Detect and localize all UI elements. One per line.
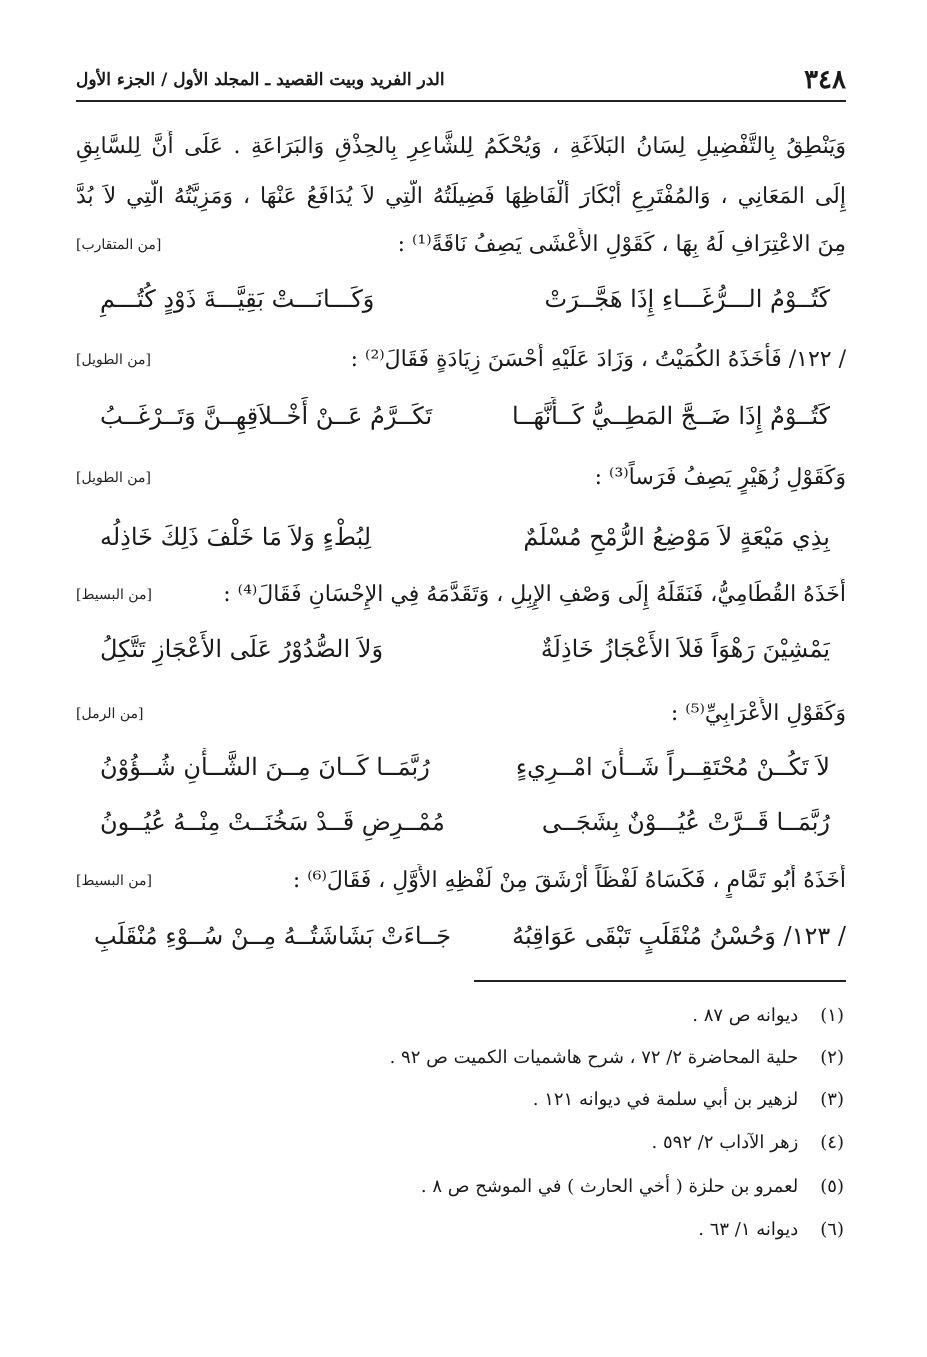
prose-line-5-text: وَكَقَوْلِ زُهَيْرٍ يَصِفُ فَرَساً⁽³⁾ :: [594, 465, 846, 490]
verse-hemistich-first: / ١٢٣/ وَحُسْنُ مُنْقَلَبٍ تَبْقَى عَوَاقِبُهُ: [512, 922, 846, 950]
verse-line-6: [100, 803, 830, 841]
footnote-text: لعمرو بن حلزة ( أخي الحارث ) في الموشح ص ٨ .: [420, 1176, 799, 1197]
footnote-text: لزهير بن أبي سلمة في ديوانه ١٢١ .: [532, 1089, 799, 1110]
verse-line-4: [100, 630, 830, 668]
prose-line-1: وَيَنْطِقُ بِالتَّفْضِيلِ لِسَانُ البَلاَغَةِ ، وَيُحْكَمُ لِلشَّاعِرِ بِالحِذْقِ وَالبَرَاعَةِ . عَلَى أَنَّ لِلسَّابِقِ: [76, 134, 846, 159]
footnote: [150, 1044, 844, 1072]
verse-hemistich-second: وَلاَ الصُّدُوْرُ عَلَى الأَعْجَازِ تَتَّكِلُ: [100, 635, 384, 663]
verse-hemistich-first: بِذِي مَيْعَةٍ لاَ مَوْضِعُ الرُّمْحِ مُسْلَمٌ: [523, 523, 830, 551]
meter-label: [من المتقارب]: [76, 237, 162, 253]
prose-line-4-text: / ١٢٢/ فَأَخَذَهُ الكُمَيْتُ ، وَزَادَ عَلَيْهِ أَحْسَنَ زِيَادَةٍ فَقَالَ⁽²⁾ :: [350, 347, 846, 372]
prose-line-8-text: أَخَذَهُ أَبُو تَمَّامٍ ، فَكَسَاهُ لَفْظَاً أَرْشَقَ مِنْ لَفْظِهِ الأَوَّلِ ، فَقَالَ⁽⁶⁾ :: [292, 868, 846, 893]
page-number: ٣٤٨: [804, 65, 846, 95]
verse-hemistich-second: جَــاءَتْ بَشَاشَتُــهُ مِــنْ سُــوْءِ مُنْقَلَبِ: [94, 922, 452, 950]
running-title: الدر الفريد وبيت القصيد ـ المجلد الأول / الجزء الأول: [76, 70, 445, 90]
verse-hemistich-second: مُمْــرِضٍ قَــدْ سَخُنَــتْ مِنْــهُ عُيُــونُ: [100, 808, 445, 836]
verse-hemistich-first: لاَ تَكُــنْ مُحْتَقِــراً شَــأْنَ امْــرِيءٍ: [515, 753, 830, 781]
verse-line-5: [100, 748, 830, 786]
footnote-text: ديوانه ص ٨٧ .: [692, 1005, 799, 1026]
verse-line-1: [100, 280, 830, 318]
prose-line-7-text: وَكَقَوْلِ الأَعْرَابِيِّ⁽⁵⁾ :: [670, 701, 846, 726]
meter-label: [من البسيط]: [76, 873, 152, 889]
prose-line-8: [76, 864, 846, 898]
prose-line-3: [76, 228, 846, 262]
meter-label: [من الطويل]: [76, 352, 151, 368]
verse-hemistich-first: كَتُــوْمُ الـــرُّغَـــاءِ إِذَا هَجَّــرَتْ: [544, 285, 830, 313]
footnote-number: (١): [820, 1005, 844, 1026]
footnote: [150, 1173, 844, 1201]
verse-hemistich-second: رُبَّمَــا كَــانَ مِــنَ الشَّــأْنِ شُــؤُوْنُ: [100, 753, 430, 781]
prose-line-3-text: مِنَ الاعْتِرَافِ لَهُ بِهَا ، كَقَوْلِ الأَعْشَى يَصِفُ نَاقَةً⁽¹⁾ :: [397, 232, 846, 257]
footnote: [150, 1129, 844, 1157]
prose-line-4: [76, 343, 846, 377]
verse-line-7: [94, 917, 846, 955]
footnote-number: (٣): [820, 1089, 844, 1110]
meter-label: [من الطويل]: [76, 470, 151, 486]
verse-hemistich-first: كَتُــوْمٌ إِذَا ضَــجَّ المَطِــيُّ كَــأَنَّهَــا: [512, 402, 830, 430]
footnote-number: (٦): [820, 1219, 844, 1240]
footnote-text: حلية المحاضرة ٢/ ٧٢ ، شرح هاشميات الكميت ص ٩٢ .: [389, 1047, 799, 1068]
footnote-separator: [474, 980, 846, 982]
page-header: [76, 60, 846, 102]
verse-hemistich-second: لِبُطْءٍ وَلاَ مَا خَلْفَ ذَلِكَ خَاذِلُه: [100, 523, 372, 551]
prose-line-7: [76, 697, 846, 731]
verse-hemistich-second: وَكَـــانَـــتْ بَقِيَّـــةَ ذَوْدٍ كُتُـــمِ: [100, 285, 375, 313]
prose-line-5: [76, 461, 846, 495]
verse-line-2: [100, 397, 830, 435]
footnote-number: (٤): [820, 1132, 844, 1153]
prose-line-6-text: أَخَذَهُ القُطَامِيُّ، فَنَقَلَهُ إِلَى وَصْفِ الإِبِلِ ، وَتَقَدَّمَهُ فِي الإِحْسَانِ فَقَالَ⁽⁴⁾ :: [223, 582, 846, 607]
meter-label: [من البسيط]: [76, 587, 152, 603]
prose-line-6: [76, 578, 846, 612]
verse-hemistich-first: رُبَّمَــا قَــرَّتْ عُيُـــوْنٌ بِشَجَــى: [541, 808, 830, 836]
footnote-text: ديوانه ١/ ٦٣ .: [698, 1219, 799, 1240]
meter-label: [من الرمل]: [76, 706, 144, 722]
verse-line-3: [100, 518, 830, 556]
footnote-text: زهر الآداب ٢/ ٥٩٢ .: [651, 1132, 799, 1153]
prose-line-2: إِلَى المَعَانِي ، وَالمُفْتَرِعِ أَبْكَارَ أَلْفَاظِهَا فَضِيلَتُهُ الَّتِي لاَ يُدَافَعُ عَنْهَا ، وَمَزِيَّتُهُ الَّتِي لاَ بُدَّ: [76, 184, 846, 209]
footnote-number: (٥): [820, 1176, 844, 1197]
footnote: [150, 1002, 844, 1030]
footnote: [150, 1216, 844, 1244]
footnote: [150, 1086, 844, 1114]
footnote-number: (٢): [820, 1047, 844, 1068]
verse-hemistich-second: تَكَــرَّمُ عَــنْ أَخْــلاَقِهِــنَّ وَتَــرْغَــبُ: [100, 402, 433, 430]
verse-hemistich-first: يَمْشِيْنَ رَهْوَاً فَلاَ الأَعْجَازُ خَاذِلَةٌ: [540, 635, 830, 663]
